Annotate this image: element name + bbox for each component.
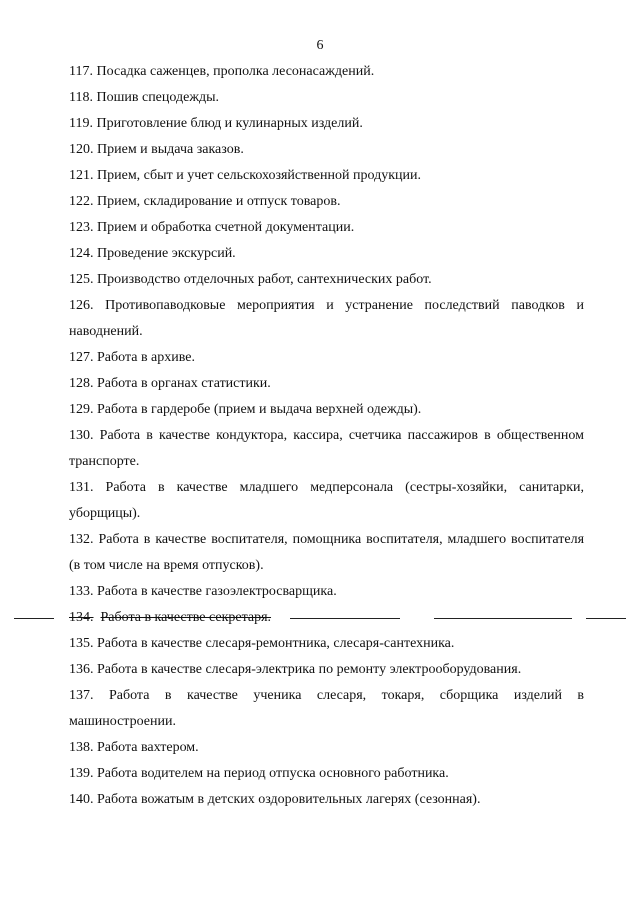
page-number: 6	[316, 38, 324, 53]
item-number: 117.	[69, 64, 93, 79]
item-text: Работа в качестве ученика слесаря, токаря, сборщика изделий в машиностроении.	[69, 688, 585, 729]
item-text: Работа в гардеробе (прием и выдача верхней одежды).	[97, 402, 422, 417]
strike-rule-right	[434, 618, 572, 619]
list-item-133	[69, 579, 584, 605]
item-text: Работа в качестве кондуктора, кассира, счетчика пассажиров в общественном транспорте.	[69, 428, 585, 469]
list-item-126	[69, 293, 584, 345]
list-item-122	[69, 189, 584, 215]
item-number: 136.	[69, 662, 94, 677]
strike-rule-margin	[586, 618, 626, 619]
list-item-117	[69, 59, 584, 85]
item-text: Противопаводковые мероприятия и устранение последствий паводков и наводнений.	[69, 298, 584, 339]
item-text: Посадка саженцев, прополка лесонасаждений.	[96, 64, 375, 79]
item-number: 137.	[69, 688, 94, 703]
item-text: Работа в качестве слесаря-электрика по ремонту электрооборудования.	[97, 662, 522, 677]
item-number: 139.	[69, 766, 94, 781]
list-item-119	[69, 111, 584, 137]
item-text: Пошив спецодежды.	[96, 90, 220, 105]
item-number: 120.	[69, 142, 94, 157]
strike-rule-left	[14, 618, 54, 619]
item-text: Работа в качестве секретаря.	[100, 610, 272, 625]
item-text: Работа в органах статистики.	[97, 376, 271, 391]
strike-rule-middle	[290, 618, 400, 619]
item-number: 125.	[69, 272, 94, 287]
item-text: Работа водителем на период отпуска основного работника.	[97, 766, 449, 781]
item-number: 140.	[69, 792, 94, 807]
list-item-140	[69, 787, 584, 813]
item-number: 132.	[69, 532, 94, 547]
list-item-128	[69, 371, 584, 397]
item-number: 129.	[69, 402, 94, 417]
item-number: 135.	[69, 636, 94, 651]
item-number: 127.	[69, 350, 94, 365]
item-number: 122.	[69, 194, 94, 209]
list-item-125	[69, 267, 584, 293]
item-text: Прием, сбыт и учет сельскохозяйственной продукции.	[97, 168, 421, 183]
item-text: Работа в качестве воспитателя, помощника воспитателя, младшего воспитателя (в том числе на время отпусков).	[69, 532, 585, 573]
item-text: Прием и обработка счетной документации.	[97, 220, 355, 235]
list-item-129	[69, 397, 584, 423]
list-item-123	[69, 215, 584, 241]
item-text: Работа в качестве слесаря-ремонтника, слесаря-сантехника.	[97, 636, 455, 651]
list-item-137	[69, 683, 584, 735]
item-text: Проведение экскурсий.	[97, 246, 236, 261]
item-number: 133.	[69, 584, 94, 599]
item-text: Приготовление блюд и кулинарных изделий.	[96, 116, 363, 131]
item-text: Работа вожатым в детских оздоровительных лагерях (сезонная).	[97, 792, 481, 807]
item-number: 124.	[69, 246, 94, 261]
item-number: 121.	[69, 168, 94, 183]
list-item-118	[69, 85, 584, 111]
item-number: 119.	[69, 116, 93, 131]
item-text: Работа в качестве газоэлектросварщика.	[97, 584, 337, 599]
item-text: Работа в архиве.	[97, 350, 195, 365]
list-item-132	[69, 527, 584, 579]
list-item-127	[69, 345, 584, 371]
list-item-136	[69, 657, 584, 683]
item-number: 123.	[69, 220, 94, 235]
list-item-131	[69, 475, 584, 527]
list-item-130	[69, 423, 584, 475]
item-text: Работа вахтером.	[97, 740, 199, 755]
item-number: 128.	[69, 376, 94, 391]
item-text: Прием и выдача заказов.	[97, 142, 244, 157]
item-text: Производство отделочных работ, сантехнических работ.	[97, 272, 432, 287]
list-item-135	[69, 631, 584, 657]
item-number: 138.	[69, 740, 94, 755]
item-text: Работа в качестве младшего медперсонала (сестры-хозяйки, санитарки, уборщицы).	[69, 480, 584, 521]
item-number: 131.	[69, 480, 94, 495]
item-number: 130.	[69, 428, 94, 443]
list-item-139	[69, 761, 584, 787]
item-number: 134.	[69, 610, 94, 625]
list-item-124	[69, 241, 584, 267]
list-item-120	[69, 137, 584, 163]
item-text: Прием, складирование и отпуск товаров.	[97, 194, 341, 209]
list-item-138	[69, 735, 584, 761]
item-number: 126.	[69, 298, 94, 313]
item-number: 118.	[69, 90, 93, 105]
list-item-121	[69, 163, 584, 189]
